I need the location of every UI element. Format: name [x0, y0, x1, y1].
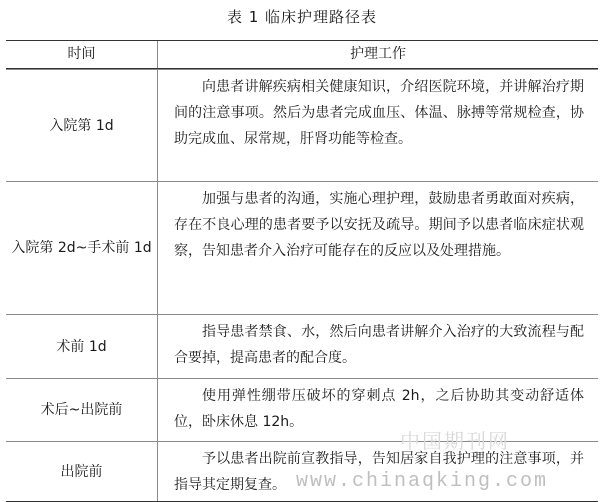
- row-time: 出院前: [6, 442, 158, 501]
- row-care: 加强与患者的沟通，实施心理护理，鼓励患者勇敢面对疾病，存在不良心理的患者要予以安抚及疏导。期间予以患者临床症状观察，告知患者介入治疗可能存在的反应以及处理措施。: [174, 191, 584, 259]
- table-row: [6, 314, 598, 378]
- row-time: 入院第 1d: [6, 70, 158, 181]
- header-time: 时间: [6, 41, 158, 68]
- watermark-url: www.chinaqking.com: [296, 470, 549, 493]
- table-header-row: [6, 41, 598, 69]
- row-time: 入院第 2d~手术前 1d: [6, 182, 158, 314]
- table-row: [6, 69, 598, 181]
- table-row: [6, 181, 598, 314]
- row-care: 使用弹性绷带压破坏的穿刺点 2h，之后协助其变动舒适体位，卧床休息 12h。: [174, 388, 584, 430]
- row-time: 术前 1d: [6, 315, 158, 378]
- row-care: 指导患者禁食、水，然后向患者讲解介入治疗的大致流程与配合要掉，提高患者的配合度。: [174, 324, 584, 366]
- row-care: 予以患者出院前宣教指导，告知居家自我护理的注意事项，并指导其定期复查。: [174, 451, 584, 493]
- table-title: 表 1 临床护理路径表: [226, 8, 378, 26]
- header-care: 护理工作: [350, 46, 406, 62]
- row-care: 向患者讲解疾病相关健康知识，介绍医院环境，并讲解治疗期间的注意事项。然后为患者完成血压、体温、脉搏等常规检查，协助完成血、尿常规，肝肾功能等检查。: [174, 79, 584, 147]
- row-time: 术后~出院前: [6, 379, 158, 441]
- watermark-chinese: 中国期刊网: [400, 429, 510, 453]
